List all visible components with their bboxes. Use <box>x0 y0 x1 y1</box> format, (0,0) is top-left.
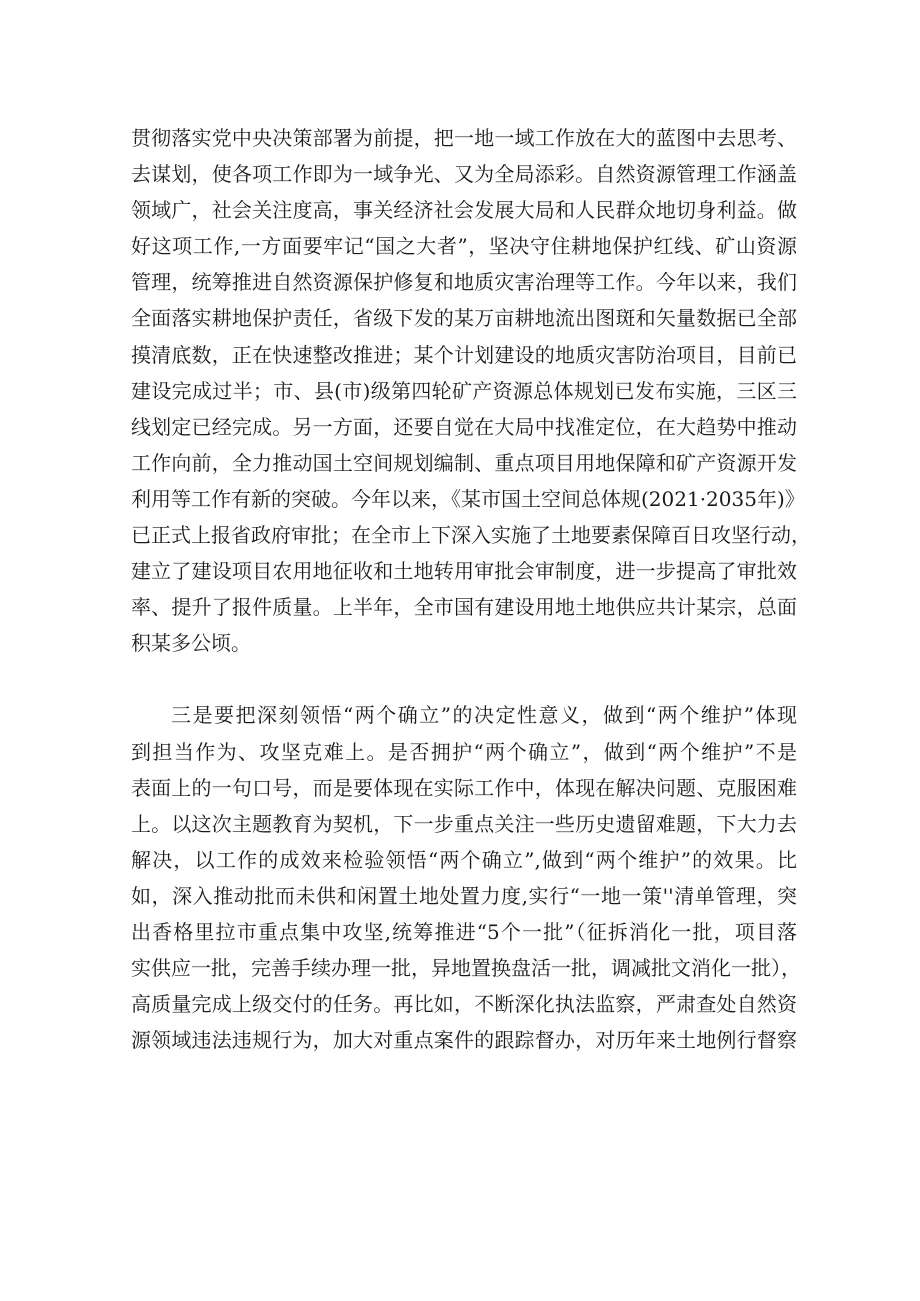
text-line: 上。以这次主题教育为契机，下一步重点关注一些历史遗留难题，下大力去 <box>131 811 797 836</box>
text-line: 工作向前，全力推动国土空间规划编制、重点项目用地保障和矿产资源开发 <box>131 450 797 475</box>
text-line: 到担当作为、攻坚克难上。是否拥护“两个确立”，做到“两个维护”不是 <box>131 739 797 764</box>
paragraph-gap <box>131 661 797 697</box>
text-line: 解决，以工作的成效来检验领悟“两个确立”,做到“两个维护”的效果。比 <box>131 847 797 872</box>
paragraph-2 <box>131 697 801 1058</box>
text-line: 如，深入推动批而未供和闲置土地处置力度,实行“一地一策''清单管理，突 <box>131 883 797 908</box>
text-line: 已正式上报省政府审批；在全市上下深入实施了土地要素保障百日攻坚行动， <box>131 523 811 548</box>
text-line: 三是要把深刻领悟“两个确立”的决定性意义，做到“两个维护”体现 <box>171 703 797 728</box>
text-line: 源领域违法违规行为，加大对重点案件的跟踪督办，对历年来土地例行督察 <box>131 1028 797 1053</box>
text-line: 线划定已经完成。另一方面，还要自觉在大局中找准定位，在大趋势中推动 <box>131 414 797 439</box>
text-line: 建设完成过半；市、县(市)级第四轮矿产资源总体规划已发布实施，三区三 <box>131 378 797 403</box>
text-line: 好这项工作,一方面要牢记“国之大者”，坚决守住耕地保护红线、矿山资源 <box>131 234 797 259</box>
text-line: 利用等工作有新的突破。今年以来，《某市国土空间总体规(2021·2035年)》 <box>131 486 805 511</box>
text-line: 领域广，社会关注度高，事关经济社会发展大局和人民群众地切身利益。做 <box>131 198 797 223</box>
text-line: 实供应一批，完善手续办理一批，异地置换盘活一批，调减批文消化一批）， <box>131 956 801 981</box>
text-line: 率、提升了报件质量。上半年，全市国有建设用地土地供应共计某宗，总面 <box>131 595 797 620</box>
text-line: 出香格里拉市重点集中攻坚,统筹推进“5个一批”（征拆消化一批，项目落 <box>131 919 797 944</box>
paragraph-1 <box>131 120 811 661</box>
text-line: 高质量完成上级交付的任务。再比如，不断深化执法监察，严肃查处自然资 <box>131 992 797 1017</box>
text-line: 去谋划，使各项工作即为一域争光、又为全局添彩。自然资源管理工作涵盖 <box>131 162 797 187</box>
text-line: 积某多公顷。 <box>131 631 251 656</box>
text-line: 建立了建设项目农用地征收和土地转用审批会审制度，进一步提高了审批效 <box>131 559 797 584</box>
text-line: 表面上的一句口号，而是要体现在实际工作中，体现在解决问题、克服困难 <box>131 775 797 800</box>
text-line: 全面落实耕地保护责任，省级下发的某万亩耕地流出图斑和矢量数据已全部 <box>131 306 797 331</box>
text-line: 摸清底数，正在快速整改推进；某个计划建设的地质灾害防治项目，目前已 <box>131 342 797 367</box>
text-line: 管理，统筹推进自然资源保护修复和地质灾害治理等工作。今年以来，我们 <box>131 270 797 295</box>
text-line: 贯彻落实党中央决策部署为前提，把一地一域工作放在大的蓝图中去思考、 <box>131 126 797 150</box>
document-body <box>131 120 811 1058</box>
